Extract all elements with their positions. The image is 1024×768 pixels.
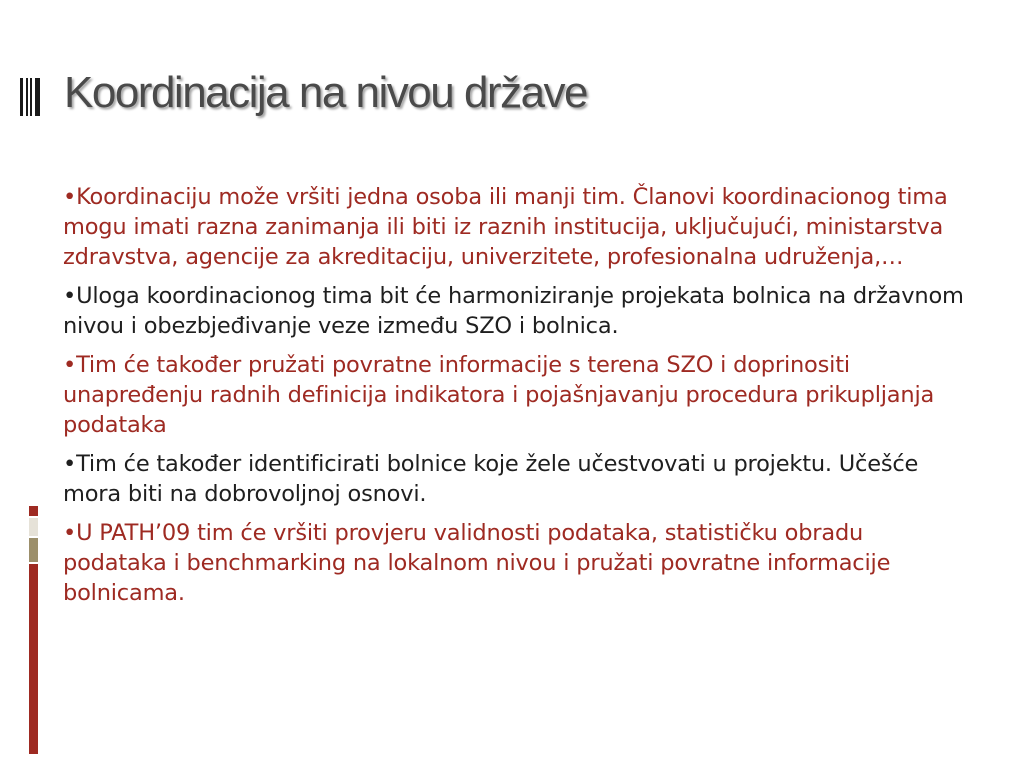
- bullet-item: •Koordinaciju može vršiti jedna osoba ili manji tim. Članovi koordinacionog tima mogu imati razna zanimanja ili biti iz raznih institucija, uključujući, ministarstva zdravstva, agencije za akreditaciju, univerzitete, profesionalna udruženja,…: [63, 184, 948, 270]
- slide-title: Koordinacija na nivou države: [64, 68, 588, 117]
- bullet-item: •Tim će također pružati povratne informacije s terena SZO i doprinositi unapređenju radnih definicija indikatora i pojašnjavanju procedura prikupljanja podataka: [63, 352, 935, 438]
- side-accent-bar: [29, 538, 38, 562]
- bullet-item: •U PATH’09 tim će vršiti provjeru validnosti podataka, statističku obradu podataka i benchmarking na lokalnom nivou i pružati povratne informacije bolnicama.: [63, 520, 891, 606]
- bullet-item: •Tim će također identificirati bolnice koje žele učestvovati u projektu. Učešće mora biti na dobrovoljnoj osnovi.: [63, 451, 919, 507]
- bullet-list: [63, 182, 973, 617]
- side-accent-bar: [29, 506, 38, 516]
- side-accent-bar: [29, 518, 38, 536]
- title-decoration: [20, 78, 42, 116]
- side-accent-bar: [29, 564, 38, 754]
- bullet-item: •Uloga koordinacionog tima bit će harmoniziranje projekata bolnica na državnom nivou i obezbjeđivanje veze između SZO i bolnica.: [63, 283, 964, 339]
